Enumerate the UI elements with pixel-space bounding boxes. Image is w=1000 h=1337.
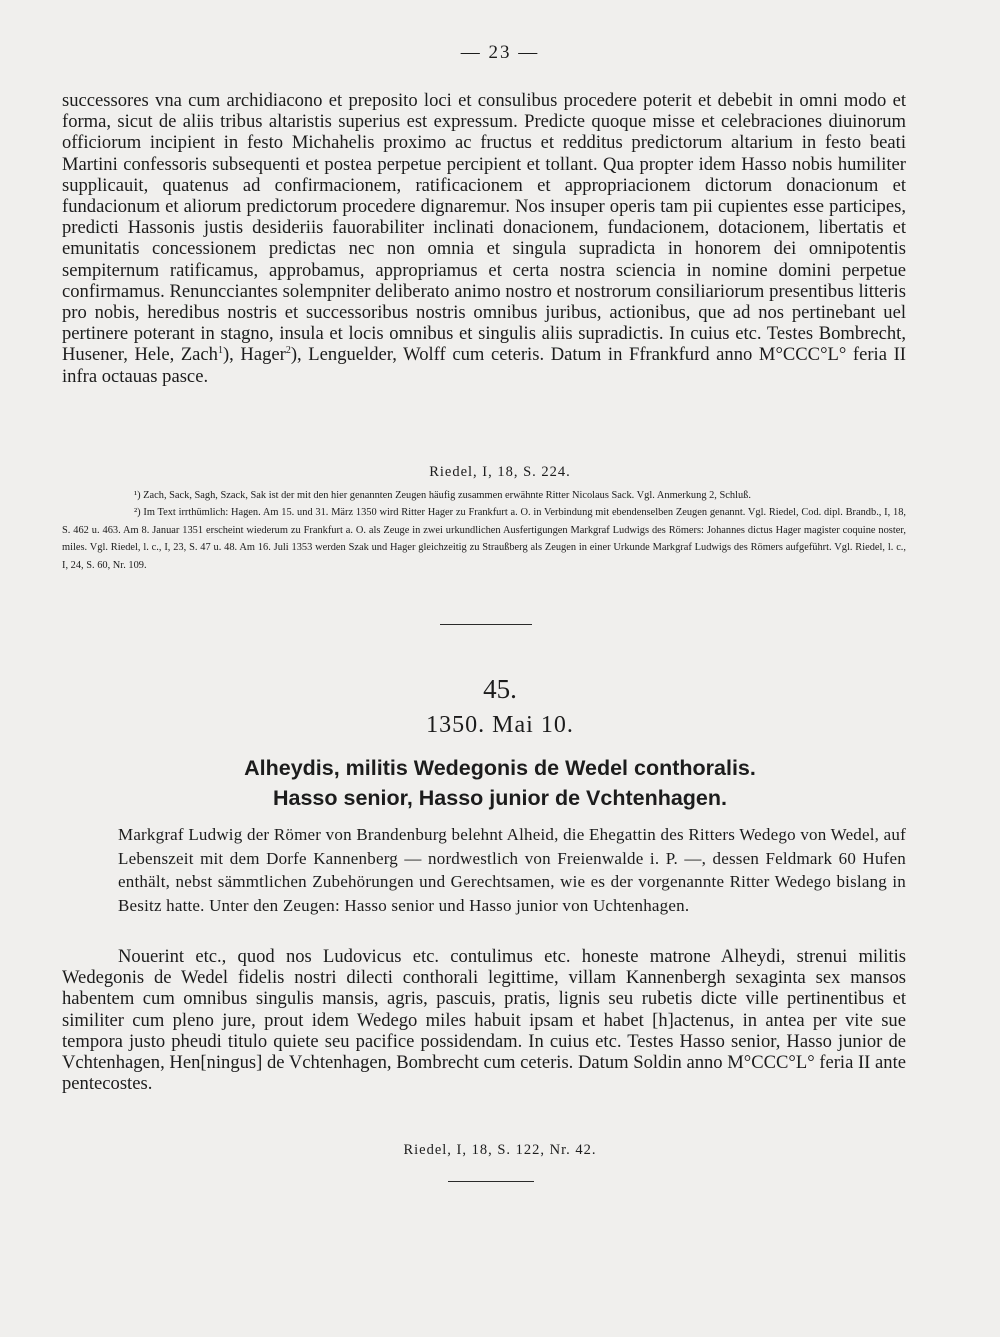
charter-date: 1350. Mai 10. xyxy=(426,712,574,738)
charter-44-text-part-c: ), Lenguelder, Wolff cum ceteris. Datum in Ffrankfurd anno M°CCC°L° feria II infra octauas pasce. xyxy=(62,344,906,387)
footnote-marker-2: 2 xyxy=(285,345,291,357)
charter-45-summary-text: Markgraf Ludwig der Römer von Brandenburg belehnt Alheid, die Ehegattin des Ritters Wedego von Wedel, auf Lebenszeit mit dem Dorfe Kannenberg — nordwestlich von Freienwalde i. P. —, dessen Feldmark 60 Hufen enthält, nebst sämmtlichen Zubehörungen und Gerechtsamen, wie es der vorgenannte Ritter Wedego bislang in Besitz hatte. Unter den Zeugen: Hasso senior und Hasso junior von Uchtenhagen. xyxy=(118,825,906,915)
page-number: — 23 — xyxy=(460,42,540,63)
charter-44-text-continuation xyxy=(62,90,906,387)
charter-44-source-citation: Riedel, I, 18, S. 224. xyxy=(429,464,571,480)
footnote-2: ²) Im Text irrthümlich: Hagen. Am 15. und 31. März 1350 wird Ritter Hager zu Frankfurt a. O. in Verbindung mit ebendenselben Zeugen genannt. Vgl. Riedel, Cod. dipl. Brandb., I, 18, S. 462 u. 463. Am 8. Januar 1351 erscheint wiederum zu Frankfurt a. O. als Zeuge in zwei urkundlichen Ausfertigungen Markgraf Ludwigs des Römers: Johannes dictus Hager magister coquine noster, miles. Vgl. Riedel, l. c., I, 23, S. 47 u. 48. Am 16. Juli 1353 werden Szak und Hager gleichzeitig zu Straußberg als Zeugen in einer Urkunde Markgraf Ludwigs des Römers aufgeführt. Vgl. Riedel, l. c., I, 24, S. 60, Nr. 109. xyxy=(62,507,906,571)
charter-heading-line-2: Hasso senior, Hasso junior de Vchtenhagen. xyxy=(272,786,727,810)
charter-45-summary xyxy=(118,823,906,917)
section-divider xyxy=(440,624,532,625)
charter-heading-line-1: Alheydis, militis Wedegonis de Wedel conthoralis. xyxy=(244,756,756,780)
charter-45-source-citation: Riedel, I, 18, S. 122, Nr. 42. xyxy=(403,1142,597,1158)
footnote-1: ¹) Zach, Sack, Sagh, Szack, Sak ist der mit den hier genannten Zeugen häufig zusammen erwähnte Ritter Nicolaus Sack. Vgl. Anmerkung 2, Schluß. xyxy=(134,490,751,501)
footnotes xyxy=(62,487,906,574)
charter-45-text-paragraph: Nouerint etc., quod nos Ludovicus etc. contulimus etc. honeste matrone Alheydi, strenui militis Wedegonis de Wedel fidelis nostri dilecti conthorali legittime, villam Kannenbergh sexaginta sex mansos habentem cum omnibus singulis mansis, agris, pascuis, pratis, lignis seu rubetis dicte ville pertinentibus et similiter cum pleno jure, prout idem Wedego miles habuit ipsam et habet [h]actenus, in antea per vite sue tempora justo pheudi titulo quiete seu pacifice possidendam. In cuius etc. Testes Hasso senior, Hasso junior de Vchtenhagen, Hen[ningus] de Vchtenhagen, Bombrecht cum ceteris. Datum Soldin anno M°CCC°L° feria II ante pentecostes. xyxy=(62,946,906,1095)
charter-44-text-part-b: ), Hager xyxy=(222,344,286,366)
charter-44-text-part-a: successores vna cum archidiacono et preposito loci et consulibus procedere poterit et debebit in omni modo et forma, sicut de aliis tribus altaristis superius est expressum. Predicte quoque misse et celebraciones diuinorum officiorum incipient in festo Michahelis proximo ac fructus et redditus predictorum altarium in festo beati Martini confessoris subsequenti et postea perpetue percipient et tollant. Qua propter idem Hasso nobis humiliter supplicauit, quatenus ad confirmacionem, ratificacionem et appropriacionem dictorum donacionum et fundacionum et aliorum predictorum procedere dignaremur. Nos insuper operis tam pii cupientes esse participes, predicti Hassonis justis desideriis fauorabiliter inclinati donacionem, fundacionem, dotacionem, libertatis et emunitatis concessionem predictas nec non omnia et singula supradicta in honorem dei omnipotentis sempiternum ratificamus, approbamus, appropriamus et certa nostra sciencia in nomine domini perpetue confirmamus. Renuncciantes solempniter deliberato animo nostro et nostrorum consiliariorum presentibus litteris pro nobis, heredibus nostris et successoribus nostris omnibus juribus, actionibus, que ad nos pertinebant uel pertinere poterant in stagno, insula et locis omnibus et singulis aliis supradictis. In cuius etc. Testes Bombrecht, Husener, Hele, Zach xyxy=(62,90,906,366)
charter-number: 45. xyxy=(483,674,517,704)
footnote-marker-1: 1 xyxy=(217,345,223,357)
end-divider xyxy=(448,1181,534,1182)
charter-45-text xyxy=(62,946,906,1094)
